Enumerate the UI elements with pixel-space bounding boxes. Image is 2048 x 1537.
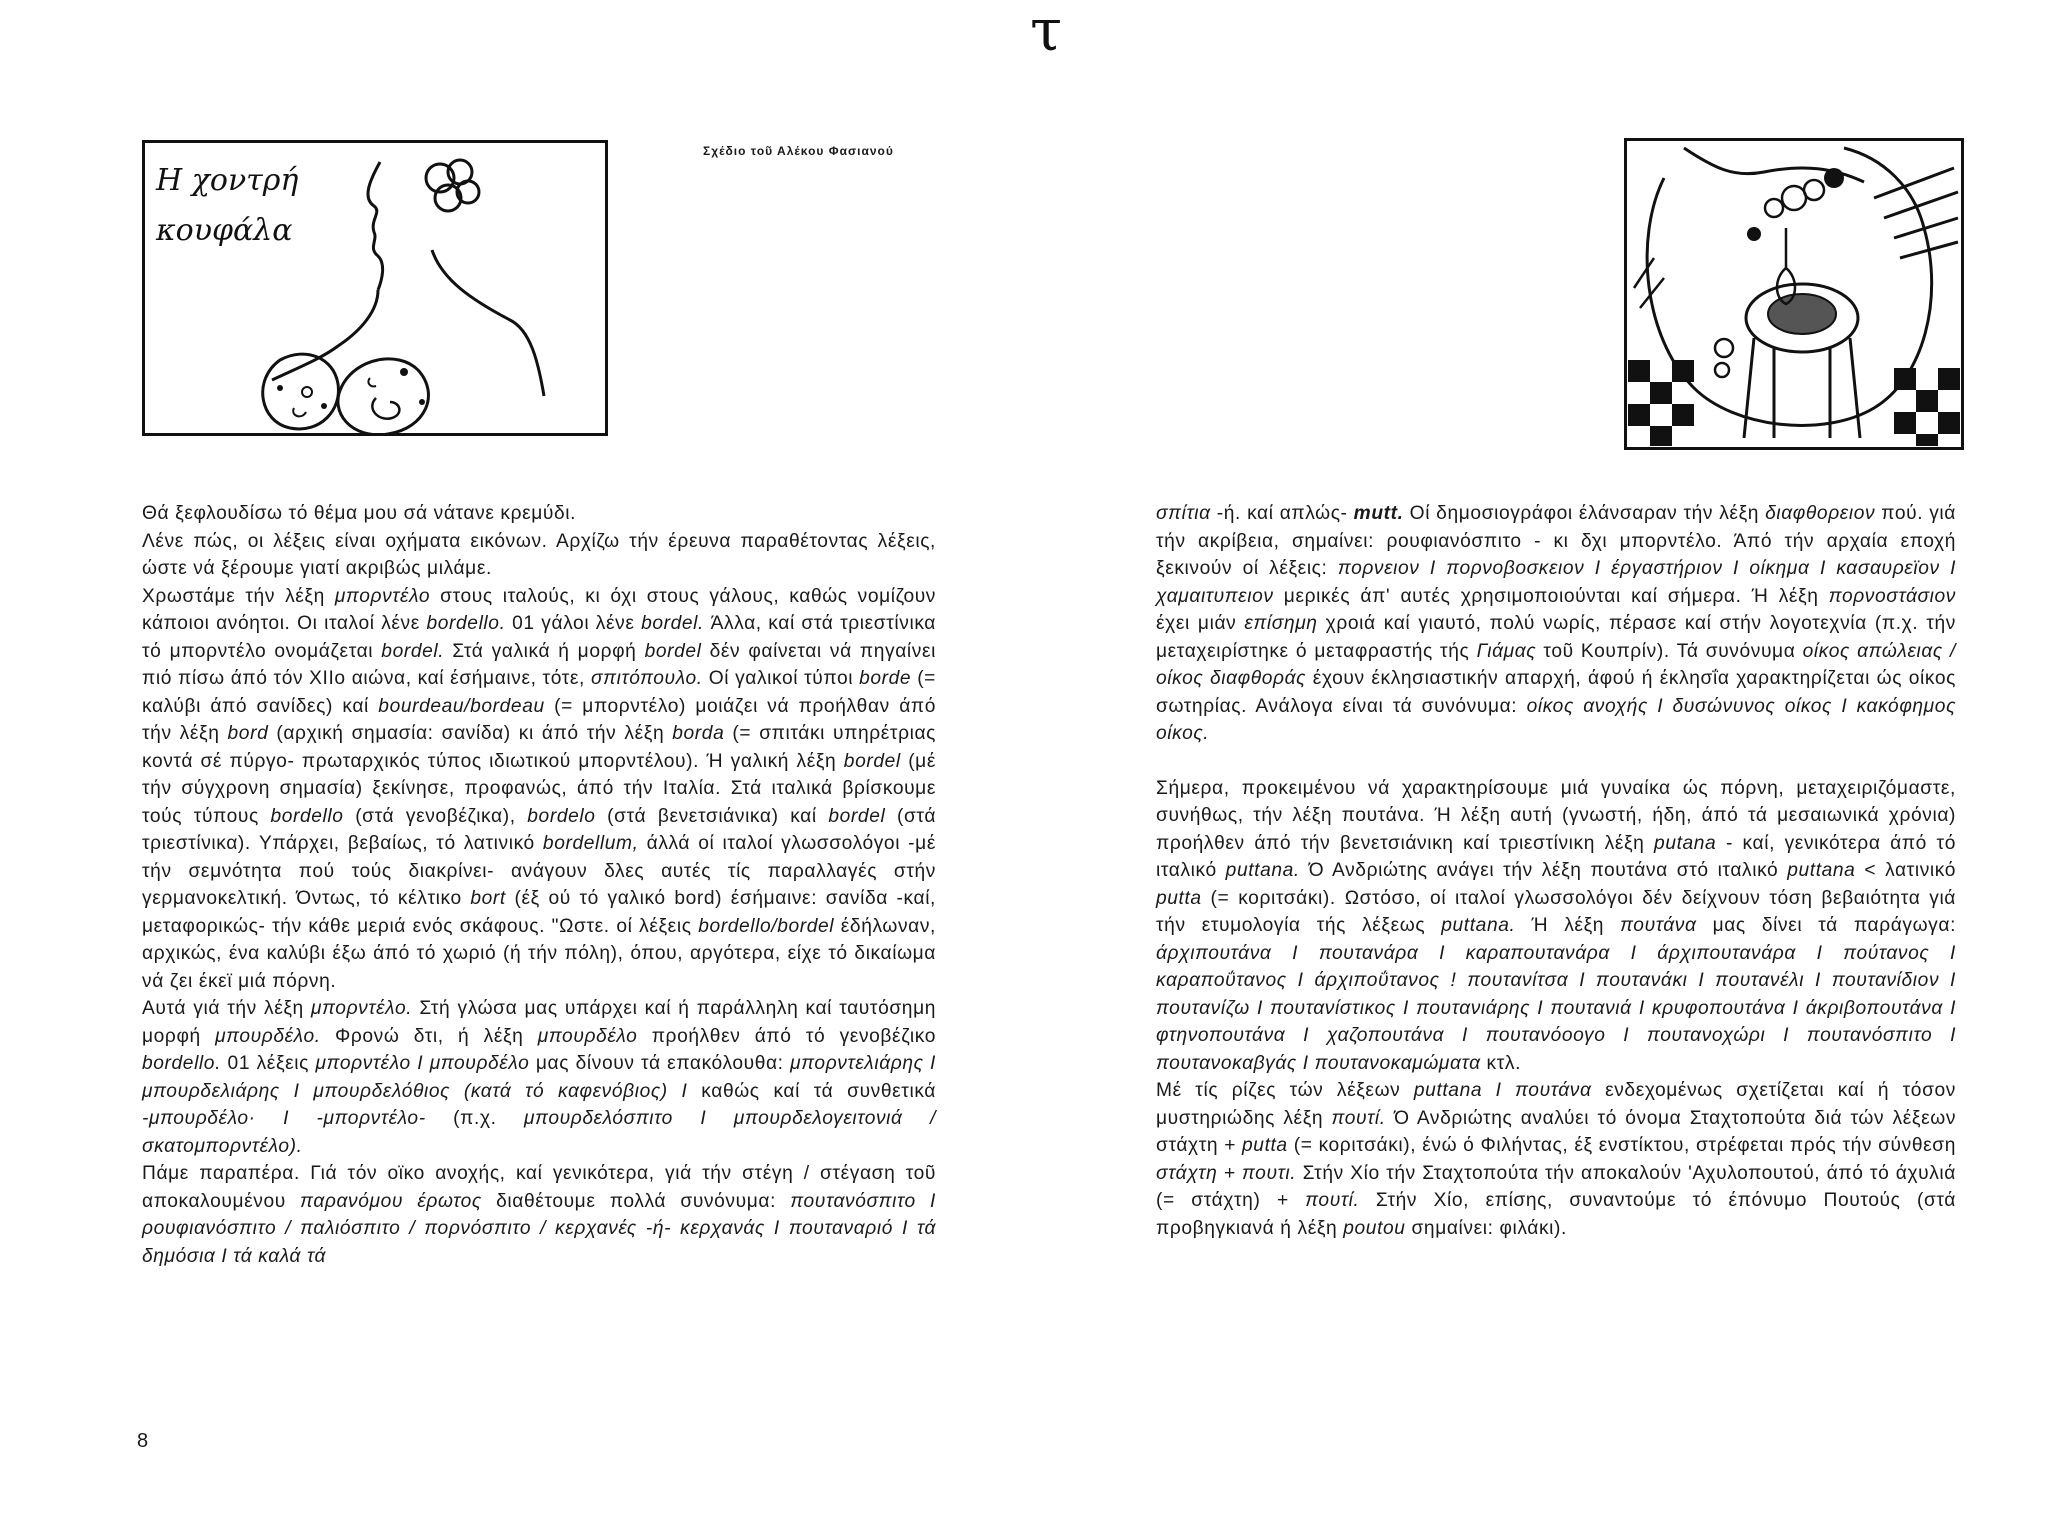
text-run: Οί γαλικοί τύποι [702, 668, 860, 689]
text-run: πουτάνα [1620, 915, 1697, 936]
text-run: άρχιπουτάνα I πουτανάρα I καραπουτανάρα I άρχιπουτανάρα I πούτανος I καραποΰτανος I άρχιποΰτανος ! πουτανίτσα I πουτανάκι I πουτανέλι I πουτανίδιον I πουτανίζω I πουτανίστικος I πουτανιάρης I πουτανιά I κρυφοπουτάνα I άκριβοπουτάνα I φτηνοπουτάνα I χαζοπουτάνα I πουτανόοογο I πουτανοχώρι I πουτανόσπιτο I πουτανοκαβγάς I πουτανοκαμώματα [1156, 942, 1956, 1074]
sketch-right-illustration [1624, 138, 1964, 450]
text-run: bordel [828, 805, 886, 827]
text-run: bordel [644, 640, 702, 662]
text-run: puttana [1787, 860, 1856, 881]
text-run: putta [1242, 1135, 1288, 1156]
text-run: (= μπορντέλο) μοιάζει νά προήλθαν άπό τήν λέξη [142, 695, 937, 744]
paragraph [142, 995, 936, 1160]
text-run: Στή γλώσα μας υπάρχει καί ή παράλληλη καί ταυτόσημη μορφή [142, 998, 936, 1047]
text-run: στάχτη + πουτι. [1156, 1162, 1297, 1184]
text-run: bordello. [142, 1053, 222, 1074]
text-run: μπουρδέλο. [215, 1025, 321, 1047]
text-run: ενδεχομένως σχετίζεται καί ή τόσον μυστηριώδης λέξη [1156, 1080, 1956, 1129]
text-run: τοῦ Κουπρίν). Τά συνόνυμα [1536, 640, 1803, 662]
text-run: έχει μιάν [1156, 613, 1245, 634]
illustration-caption: Σχέδιο τοῦ Αλέκου Φασιανού [703, 144, 894, 158]
text-run: Χρωστάμε τήν λέξη [142, 585, 335, 607]
text-run: στους ιταλούς, κι όχι στους γάλους, καθώς νομίζουν κάποιοι ανόητοι. Οι ιταλοί λένε [142, 585, 937, 634]
text-run: Οί δημοσιογράφοι έλάνσαραν τήν λέξη [1403, 503, 1766, 524]
text-run: Σήμερα, προκειμένου νά χαρακτηρίσουμε μιά γυναίκα ώς πόρνη, μεταχειριζόμαστε, συνήθως, τήν λέξη πουτάνα. Ή λέξη αυτή (γνωστή, ήδη, άπό τά μεσαιωνικά χρόνια) προήλθεν άπό τήν βενετσιάνικη καί τριεστίνικη λέξη [1156, 777, 1956, 854]
paragraph [1156, 500, 1956, 748]
text-run: μας δίνουν τά επακόλουθα: [529, 1053, 791, 1074]
paragraph [1156, 775, 1956, 1078]
text-run: σπιτόπουλο. [590, 668, 703, 689]
text-run: Αυτά γιά τήν λέξη [142, 998, 312, 1019]
text-run: (μέ τήν σύγχρονη σημασία) ξεκίνησε, προφανώς, άπό τήν Ιταλία. Στά ιταλικά βρίσκουμε τούς τύπους [142, 750, 936, 827]
text-run: μας δίνει τά παράγωγα: [1696, 915, 1957, 936]
text-run: πουτί. [1331, 1107, 1386, 1129]
text-run: (στά γενοβέζικα), [343, 805, 528, 827]
text-run: bourdeau/bordeau [378, 695, 545, 717]
text-run: puttana I πουτάνα [1413, 1080, 1592, 1101]
text-run: mutt. [1353, 503, 1404, 524]
text-run: Ό Ανδριώτης ανάγει τήν λέξη πουτάνα στό ιταλικό [1299, 860, 1788, 881]
text-run: (= κοριτσάκι), ένώ ό Φιλήντας, έξ ενστίκτου, στρέφεται πρός τήν σύνθεση [1287, 1135, 1956, 1156]
page-number: 8 [137, 1430, 149, 1452]
text-run: Θά ξεφλουδίσω τό θέμα μου σά νάτανε κρεμύδι. [142, 503, 577, 524]
text-run: Μέ τίς ρίζες τών λέξεων [1156, 1080, 1414, 1101]
text-run: (= σπιτάκι υπηρέτριας κοντά σέ πύργο- πρωταρχικός τύπος ιδιωτικού μπορντέλου). Ή γαλική λέξη [142, 723, 937, 772]
text-run: πορνοστάσιον [1828, 585, 1956, 607]
text-run: (στά βενετσιάνικα) καί [595, 805, 829, 827]
text-run: -ή. καί απλώς- [1210, 503, 1354, 524]
text-run: borda [672, 723, 725, 744]
paragraph [1156, 1077, 1956, 1242]
sketch-left-illustration [142, 140, 608, 436]
paragraph [142, 500, 936, 528]
text-run: Γιάμας [1476, 640, 1537, 662]
text-run: προήλθεν άπό τό γενοβέζικο [637, 1025, 937, 1047]
text-run: Ό Ανδριώτης αναλύει τό όνομα Σταχτοπούτα διά τών λέξεων στάχτη + [1156, 1107, 1957, 1156]
text-run: οίκος απώλειας / οίκος διαφθοράς [1156, 640, 1956, 689]
text-run: (έξ ού τό γαλικό bord) έσήμαινε: σανίδα -καί, μεταφορικώς- τήν κάθε μεριά ενός σκάφους. "Ωστε. οί λέξεις [142, 888, 936, 937]
text-run: πορνειον I πορνοβοσκειον I έργαστήριον I οίκημα I κασαυρεϊον I χαμαιτυπειον [1156, 558, 1957, 607]
text-run: μπουρδελόσπιτο I μπουρδελογειτονιά / σκατομπορντέλο). [142, 1108, 936, 1157]
text-run: (στά τριεστίνικα). Υπάρχει, βεβαίως, τό λατινικό [142, 805, 937, 854]
text-run: μπουρδέλο [537, 1025, 638, 1047]
text-run: Στήν Χίο, επίσης, συναντούμε τό έπόνυμο Πουτούς (στά προβηγκιανά ή λέξη [1156, 1190, 1956, 1239]
text-run: (= καλύβι άπό σανίδες) καί [142, 668, 936, 717]
text-run: Στήν Χίο τήν Σταχτοπούτα τήν αποκαλούν 'Αχυλοπουτού, άπό τό άχυλιά (= στάχτη) + [1156, 1162, 1956, 1211]
text-run: bord [227, 723, 269, 744]
text-run: bordel. [381, 640, 445, 662]
text-run: bordelo [527, 805, 596, 827]
page-header-letter: τ [1030, 0, 1063, 64]
sketch-handwriting-line2: κουφάλα [156, 213, 293, 248]
text-run: μπορντέλο [334, 585, 431, 607]
text-run: έδήλωναν, αρχικώς, ένα καλύβι έξω άπό τό χωριό (ή τήν πόλη), όπου, αργότερα, είχε τό δικαίωμα νά ζει έκεϊ μιά πόρνη. [142, 915, 936, 992]
text-run: μπορντελιάρης I μπουρδελιάρης I μπουρδελόθιος (κατά τό καφενόβιος) I [142, 1053, 936, 1102]
text-run: μπορντέλο. [311, 998, 413, 1019]
text-run: δέν φαίνεται νά πηγαίνει πιό πίσω άπό τόν XIIο αιώνα, καί έσήμαινε, τότε, [142, 640, 936, 689]
text-run: bordellum, [542, 833, 639, 854]
text-run: puttana. [1441, 915, 1516, 936]
text-run: Πάμε παραπέρα. Γιά τόν οϊκο ανοχής, καί γενικότερα, γιά τήν στέγη / στέγαση τοῦ αποκαλουμένου [142, 1163, 936, 1212]
text-run: bordel. [641, 613, 704, 634]
text-run: πουτανόσπιτο I ρουφιανόσπιτο / παλιόσπιτο / πορνόσπιτο / κερχανές -ή- κερχανάς I πουταναριό I τά δημόσια I τά καλά τά [142, 1190, 936, 1267]
text-run: παρανόμου έρωτος [300, 1190, 482, 1212]
text-run: bort [470, 888, 506, 909]
text-run: διαφθορειον [1765, 503, 1876, 524]
text-run: -μπουρδέλο· I -μπορντέλο- [142, 1108, 426, 1129]
text-run: puttana. [1225, 860, 1300, 881]
text-run: putana [1654, 832, 1717, 854]
sketch-handwriting-line1: Η χοντρή [156, 163, 299, 198]
text-run: 01 γάλοι λένε [505, 613, 642, 634]
text-run: Ή λέξη [1515, 915, 1621, 936]
text-run: κτλ. [1480, 1052, 1522, 1074]
paragraph [142, 528, 936, 583]
text-run: έχουν έκλησιαστικήν απαρχή, άφού ή έκλησΐα χαρακτηρίζεται ώς οίκος σωτηρίας. Ανάλογα είναι τά συνόνυμα: [1156, 668, 1956, 717]
text-run: Φρονώ δτι, ή λέξη [320, 1025, 538, 1047]
text-run: οίκος ανοχής I δυσώνυνος οίκος I κακόφημος οίκος. [1156, 695, 1956, 744]
text-run: - καί, γενικότερα άπό τό ιταλικό [1156, 832, 1956, 881]
text-run: Άλλα, καί στά τριεστίνικα τό μπορντέλο ονομάζεται [142, 613, 936, 662]
text-run: borde [859, 668, 912, 689]
text-run: (π.χ. [425, 1108, 525, 1129]
left-column-text [142, 500, 936, 1270]
text-run: Λένε πώς, οι λέξεις είναι οχήματα εικόνων. Αρχίζω τήν έρευνα παραθέτοντας λέξεις, ώστε νά ξέρουμε γιατί ακριβώς μιλάμε. [142, 530, 936, 579]
text-run: poutou [1343, 1217, 1406, 1239]
text-run: (αρχική σημασία: σανίδα) κι άπό τήν λέξη [268, 723, 673, 744]
text-run: σπίτια [1156, 503, 1211, 524]
text-run: επίσημη [1244, 613, 1318, 634]
paragraph [142, 1160, 936, 1270]
text-run: Στά γαλικά ή μορφή [444, 640, 645, 662]
text-run: μπορντέλο I μπουρδέλο [315, 1053, 530, 1074]
text-run: πουτί. [1305, 1190, 1360, 1211]
text-run: άλλά οί ιταλοί γλωσσολόγοι -μέ τήν σεμνότητα πού τούς διακρίνει- ανάγουν δλες αυτές τίς παραλλαγές στήν γερμανοκελτική. Όντως, τό κέλτικο [142, 833, 936, 909]
text-run: καθώς καί τά συνθετικά [687, 1080, 936, 1102]
right-column-text [1156, 500, 1956, 1242]
text-run: < λατινικό [1855, 860, 1957, 881]
text-run: putta [1156, 887, 1202, 909]
text-run: διαθέτουμε πολλά συνόνυμα: [481, 1190, 791, 1212]
text-run: bordello. [426, 613, 506, 634]
text-run: (= κοριτσάκι). Ωστόσο, οί ιταλοί γλωσσολόγοι δέν δείχνουν τόση βεβαιότητα γιά τήν ετυμολογία τής λέξεως [1156, 887, 1956, 936]
text-run: σημαίνει: φιλάκι). [1405, 1217, 1567, 1239]
text-run: bordello [270, 805, 344, 827]
text-run: μερικές άπ' αυτές χρησιμοποιούνται καί σήμερα. Ή λέξη [1273, 585, 1829, 607]
text-run: bordello/bordel [698, 915, 835, 937]
text-run: 01 λέξεις [221, 1053, 316, 1074]
text-run: bordel [843, 750, 901, 772]
text-run: πού. γιά τήν ακρίβεια, σημαίνει: ρουφιανόσπιτο - κι δχι μπορντέλο. Άπό τήν αρχαία εποχή ξεκινούν οί λέξεις: [1156, 503, 1956, 579]
text-run: χροιά καί γιαυτό, πολύ νωρίς, πέρασε καί στήν λογοτεχνία (π.χ. τήν μεταχειρίστηκε ό μεταφραστής τής [1156, 613, 1957, 662]
paragraph [142, 583, 936, 996]
